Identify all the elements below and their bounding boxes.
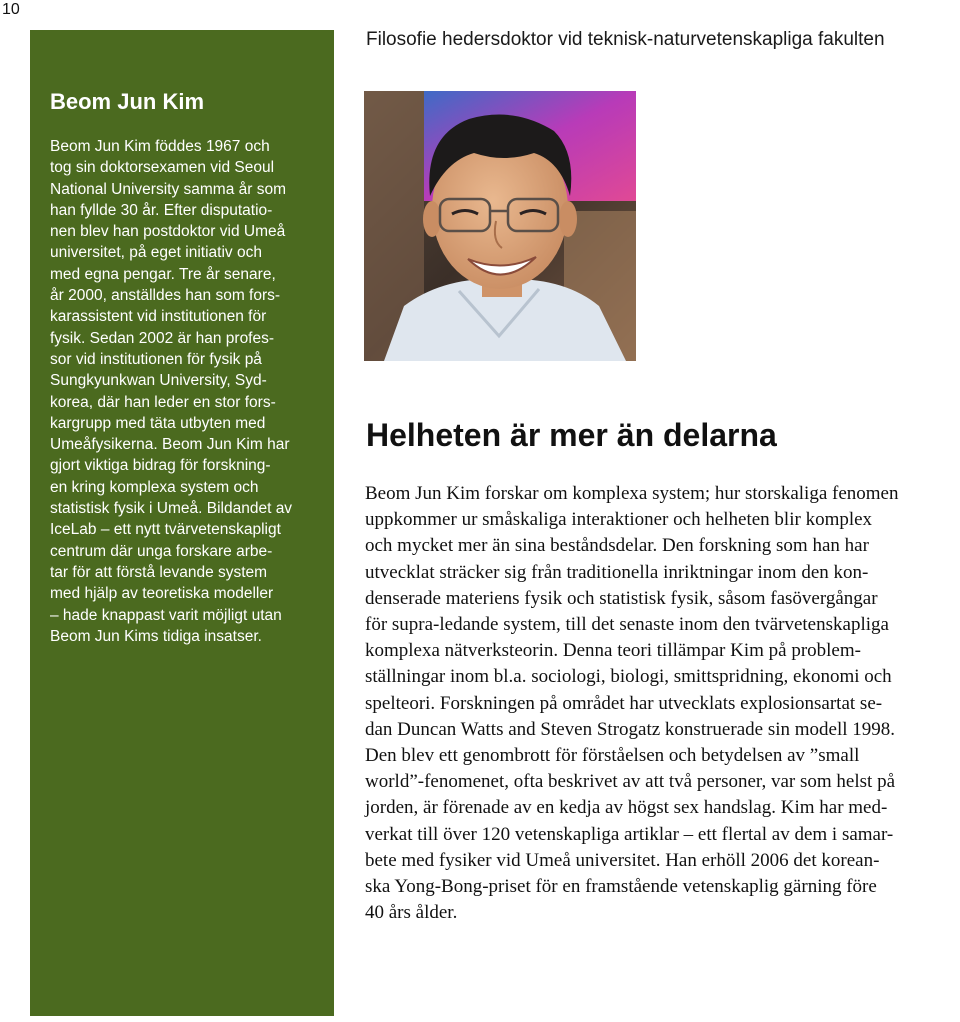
bio-line: statistisk fysik i Umeå. Bildandet av [50, 500, 293, 518]
bio-line: med hjälp av teoretiska modeller [50, 585, 274, 603]
sidebar-person-name: Beom Jun Kim [50, 89, 205, 114]
article-line: Den blev ett genombrott för förståelsen och betydelsen av ”small [365, 745, 860, 767]
article-line: dan Duncan Watts and Steven Strogatz konstruerade sin modell 1998. [365, 718, 896, 740]
bio-line: Sungkyunkwan University, Syd- [50, 372, 267, 390]
article-line: world”-fenomenet, ofta beskrivet av att två personer, var som helst på [365, 771, 895, 793]
bio-line: Umeåfysikerna. Beom Jun Kim har [50, 436, 290, 454]
header-title: Filosofie hedersdoktor vid teknisk-naturvetenskapliga fakulten [366, 29, 885, 50]
bio-line: år 2000, anställdes han som fors- [50, 287, 281, 305]
sidebar-bio [50, 136, 326, 647]
bio-line: en kring komplexa system och [50, 478, 259, 496]
portrait-photo [364, 91, 636, 361]
bio-line: med egna pengar. Tre år senare, [50, 265, 276, 283]
article-line: bete med fysiker vid Umeå universitet. Han erhöll 2006 det korean- [365, 849, 880, 871]
page-number: 10 [2, 1, 20, 18]
bio-line: IceLab – ett nytt tvärvetenskapligt [50, 521, 281, 539]
article-line: och mycket mer än sina beståndsdelar. Den forskning som han har [365, 535, 869, 557]
bio-line: Beom Jun Kims tidiga insatser. [50, 627, 262, 645]
bio-line: sor vid institutionen för fysik på [50, 350, 262, 368]
bio-line: han fyllde 30 år. Efter disputatio- [50, 201, 273, 219]
article-headline: Helheten är mer än delarna [366, 417, 777, 453]
article-line: spelteori. Forskningen på området har utvecklats explosionsartat se- [365, 692, 883, 714]
bio-line: centrum där unga forskare arbe- [50, 542, 273, 560]
article-line: uppkommer ur småskaliga interaktioner och helheten blir komplex [365, 509, 873, 531]
article-line: denserade materiens fysik och statistisk fysik, såsom fasövergångar [365, 587, 878, 609]
bio-line: nen blev han postdoktor vid Umeå [50, 223, 286, 241]
article-line: ska Yong-Bong-priset för en framstående vetenskaplig gärning före [365, 876, 877, 898]
bio-line: kargrupp med täta utbyten med [50, 414, 266, 432]
article-line: ställningar inom bl.a. sociologi, biologi, smittspridning, ekonomi och [365, 666, 892, 688]
bio-line: gjort viktiga bidrag för forskning- [50, 457, 271, 475]
bio-line: tog sin doktorsexamen vid Seoul [50, 159, 275, 177]
article-line: Beom Jun Kim forskar om komplexa system; hur storskaliga fenomen [365, 483, 899, 504]
bio-line: universitet, på eget initiativ och [50, 244, 262, 262]
article-line: utvecklat sträcker sig från traditionella inriktningar inom den kon- [365, 561, 869, 583]
bio-line: – hade knappast varit möjligt utan [50, 606, 282, 624]
bio-line: National University samma år som [50, 180, 287, 198]
article-body [365, 481, 960, 926]
bio-line: fysik. Sedan 2002 är han profes- [50, 329, 275, 347]
bio-line: karassistent vid institutionen för [50, 308, 267, 326]
article-line: för supra-ledande system, till det senaste inom den tvärvetenskapliga [365, 614, 889, 636]
bio-line: tar för att förstå levande system [50, 563, 268, 581]
bio-line: Beom Jun Kim föddes 1967 och [50, 138, 270, 155]
article-line: verkat till över 120 vetenskapliga artiklar – ett flertal av dem i samar- [365, 823, 894, 845]
article-line: 40 års ålder. [365, 902, 458, 924]
article-line: jorden, är förenade av en kedja av högst sex handslag. Kim har med- [365, 797, 888, 819]
bio-sidebar [30, 30, 334, 1016]
article-line: komplexa nätverksteorin. Denna teori tillämpar Kim på problem- [365, 640, 861, 662]
bio-line: korea, där han leder en stor fors- [50, 393, 276, 411]
